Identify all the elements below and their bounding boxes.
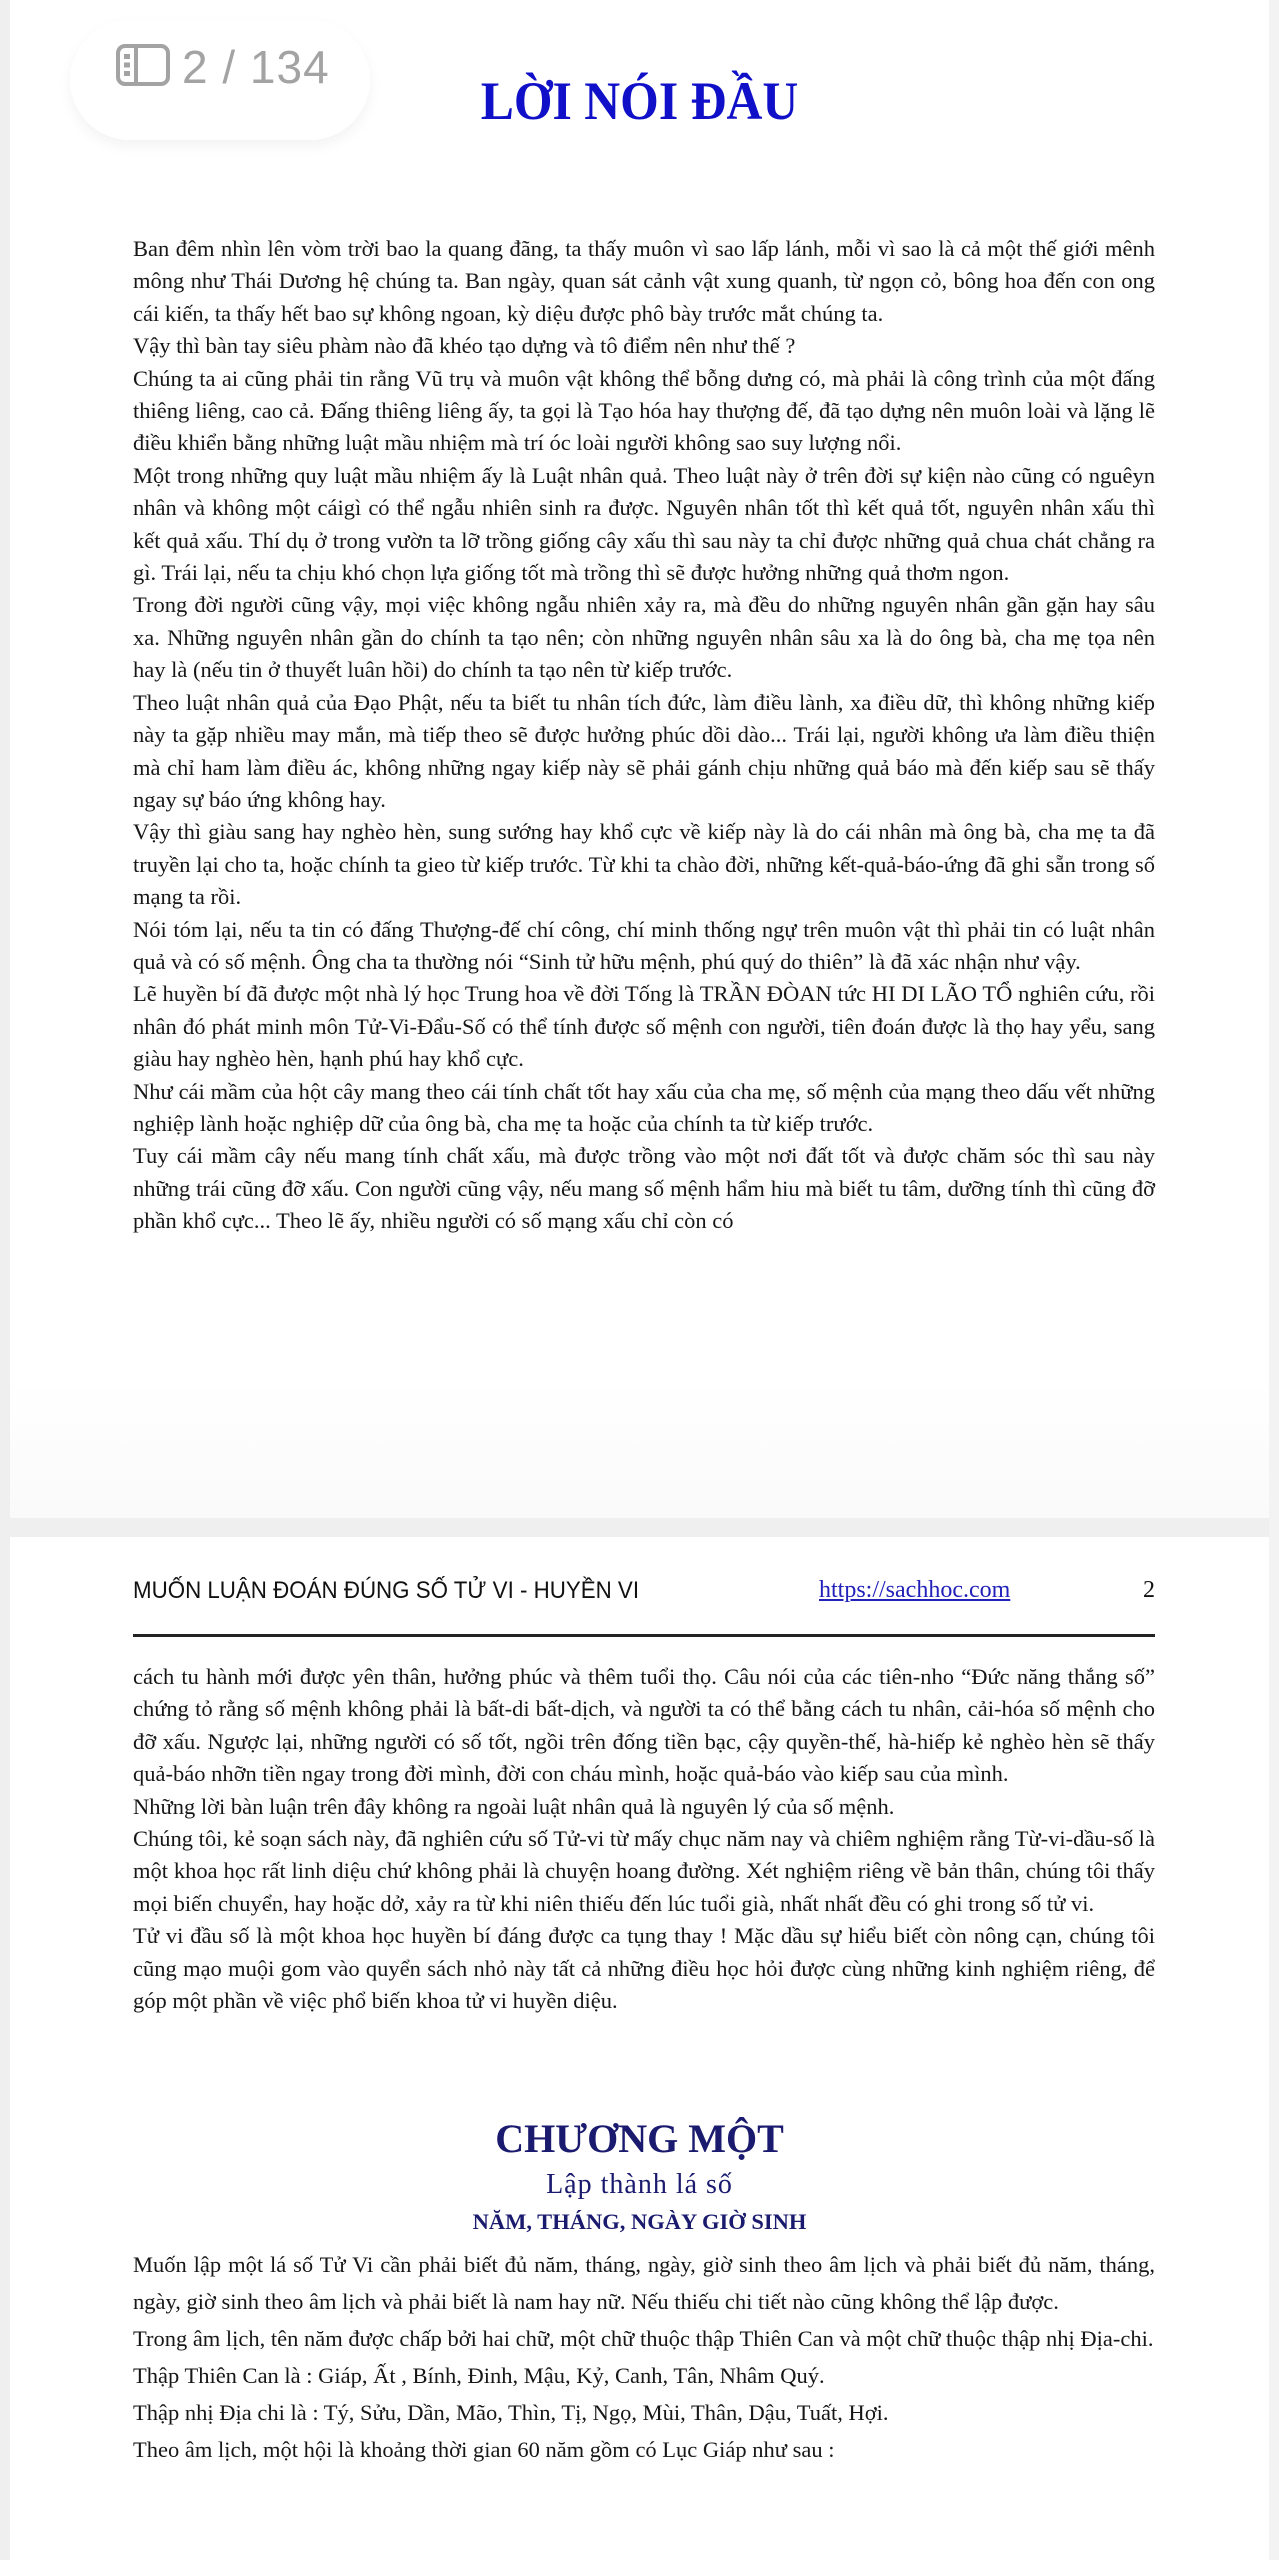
page-number: 2	[1143, 1577, 1155, 1603]
chapter-title: CHƯƠNG MỘT	[495, 2116, 784, 2161]
paragraph: cách tu hành mới được yên thân, hưởng phúc và thêm tuổi thọ. Câu nói của các tiên-nho “Đức năng thắng số” chứng tỏ rằng số mệnh không phải là bất-di bất-dịch, và người ta có thể bằng cách tu nhân, cải-hóa số mệnh cho đỡ xấu. Ngược lại, những người có số tốt, ngồi trên đống tiền bạc, cậy quyền-thế, hà-hiếp kẻ nghèo hèn sẽ thấy quả-báo nhỡn tiền ngay trong đời mình, đời con cháu mình, hoặc quả-báo vào kiếp sau của mình.	[133, 1664, 1155, 1787]
header-divider	[133, 1634, 1155, 1637]
running-header	[133, 1577, 1155, 1617]
page-counter-label: 2 / 134	[182, 41, 330, 93]
paragraph: Trong âm lịch, tên năm được chấp bởi hai chữ, một chữ thuộc thập Thiên Can và một chữ thuộc thập nhị Địa-chi.	[133, 2326, 1154, 2351]
paragraph: Tuy cái mầm cây nếu mang tính chất xấu, mà được trồng vào một nơi đất tốt và được chăm sóc thì sau này những trái cũng đỡ xấu. Con người cũng vậy, nếu mang số mệnh hẩm hiu mà biết tu tâm, dưỡng tính thì cũng đỡ phần khổ cực... Theo lẽ ấy, nhiều người có số mạng xấu chỉ còn có	[133, 1143, 1155, 1234]
paragraph: Vậy thì giàu sang hay nghèo hèn, sung sướng hay khổ cực về kiếp này là do cái nhân mà ông bà, cha mẹ ta đã truyền lại cho ta, hoặc chính ta gieo từ kiếp trước. Từ khi ta chào đời, những kết-quả-báo-ứng đã ghi sẵn trong số mạng ta rồi.	[133, 819, 1155, 910]
chapter-subtitle: Lập thành lá số	[546, 2169, 733, 2200]
pdf-page-1	[10, 0, 1269, 1518]
paragraph: Những lời bàn luận trên đây không ra ngoài luật nhân quả là nguyên lý của số mệnh.	[133, 1793, 895, 1819]
sidebar-panel-icon[interactable]	[116, 44, 170, 86]
paragraph: Trong đời người cũng vậy, mọi việc không ngẫu nhiên xảy ra, mà đều do những nguyên nhân gần gặn hay sâu xa. Những nguyên nhân gần do chính ta tạo nên; còn những nguyên nhân sâu xa là do ông bà, cha mẹ tọa nên hay là (nếu tin ở thuyết luân hồi) do chính ta tạo nên từ kiếp trước.	[133, 592, 1155, 683]
page2-body	[133, 1661, 1155, 2017]
page-counter[interactable]	[70, 20, 370, 140]
paragraph: Chúng tôi, kẻ soạn sách này, đã nghiên cứu số Tử-vi từ mấy chục năm nay và chiêm nghiệm rằng Từ-vi-dầu-số là một khoa học rất linh diệu chứ không phải là chuyện hoang đường. Xét nghiệm riêng về bản thân, chúng tôi thấy mọi biến chuyển, hay hoặc dở, xảy ra từ khi niên thiếu đến lúc tuổi già, nhất nhất đều có ghi trong số tử vi.	[133, 1826, 1155, 1916]
chapter-body	[133, 2246, 1155, 2468]
viewer-scroll-gutter	[1269, 0, 1279, 2560]
page-title: LỜI NÓI ĐẦU	[480, 71, 799, 131]
paragraph: Ban đêm nhìn lên vòm trời bao la quang đãng, ta thấy muôn vì sao lấp lánh, mỗi vì sao là cả một thế giới mênh mông như Thái Dương hệ chúng ta. Ban ngày, quan sát cảnh vật xung quanh, từ ngọn cỏ, bông hoa đến con ong cái kiến, ta thấy hết bao sự không ngoan, kỳ diệu được phô bày trước mắt chúng ta.	[133, 236, 1155, 326]
paragraph: Tử vi đầu số là một khoa học huyền bí đáng được ca tụng thay ! Mặc dầu sự hiểu biết còn nông cạn, chúng tôi cũng mạo muội gom vào quyển sách nhỏ này tất cả những điều học hỏi được cùng những kinh nghiệm riêng, để góp một phần về việc phổ biến khoa tử vi huyền diệu.	[133, 1923, 1155, 2014]
paragraph: Vậy thì bàn tay siêu phàm nào đã khéo tạo dựng và tô điểm nên như thế ?	[133, 333, 796, 359]
paragraph: Thập nhị Địa chi là : Tý, Sửu, Dần, Mão, Thìn, Tị, Ngọ, Mùi, Thân, Dậu, Tuất, Hợi.	[133, 2400, 889, 2425]
paragraph: Muốn lập một lá số Tử Vi cần phải biết đủ năm, tháng, ngày, giờ sinh theo âm lịch và phải biết đủ năm, tháng, ngày, giờ sinh theo âm lịch và phải biết là nam hay nữ. Nếu thiếu chi tiết nào cũng không thể lập được.	[133, 2252, 1155, 2314]
paragraph: Theo luật nhân quả của Đạo Phật, nếu ta biết tu nhân tích đức, làm điều lành, xa điều dữ, thì không những kiếp này ta gặp nhiều may mắn, mà tiếp theo sẽ được hưởng phúc dồi dào... Trái lại, người không ưa làm điều thiện mà chỉ ham làm điều ác, không những ngay kiếp này sẽ phải gánh chịu những quả báo mà đến kiếp sau sẽ thấy ngay sự báo ứng không hay.	[133, 689, 1155, 812]
book-title: MUỐN LUẬN ĐOÁN ĐÚNG SỐ TỬ VI - HUYỀN VI	[133, 1577, 640, 1604]
page1-body	[133, 233, 1155, 1238]
paragraph: Theo âm lịch, một hội là khoảng thời gian 60 năm gồm có Lục Giáp như sau :	[133, 2437, 835, 2462]
website-link[interactable]: https://sachhoc.com	[819, 1577, 1011, 1603]
pdf-page-2	[10, 1537, 1269, 2560]
paragraph: Thập Thiên Can là : Giáp, Ất , Bính, Đinh, Mậu, Kỷ, Canh, Tân, Nhâm Quý.	[133, 2363, 825, 2388]
paragraph: Nói tóm lại, nếu ta tin có đấng Thượng-đế chí công, chí minh thống ngự trên muôn vật thì phải tin có luật nhân quả và có số mệnh. Ông cha ta thường nói “Sinh tử hữu mệnh, phú quý do thiên” là đã xác nhận như vậy.	[133, 916, 1155, 974]
paragraph: Một trong những quy luật mầu nhiệm ấy là Luật nhân quả. Theo luật này ở trên đời sự kiện nào cũng có nguêyn nhân và không một cáigì có thể ngẫu nhiên sinh ra được. Nguyên nhân tốt thì kết quả tốt, nguyên nhân xấu thì kết quả xấu. Thí dụ ở trong vườn ta lỡ trồng giống cây xấu thì sau này ta chỉ được những quả chua chát chẳng ra gì. Trái lại, nếu ta chịu khó chọn lựa giống tốt mà trồng thì sẽ được hưởng những quả thơm ngon.	[133, 462, 1155, 586]
chapter-heading: NĂM, THÁNG, NGÀY GIỜ SINH	[472, 2209, 807, 2234]
paragraph: Lẽ huyền bí đã được một nhà lý học Trung hoa về đời Tống là TRẦN ĐÒAN tức HI DI LÃO TỔ nghiên cứu, rồi nhân đó phát minh môn Tử-Vi-Đẩu-Số có thể tính được số mệnh con người, tiên đoán được là thọ hay yểu, sang giàu hay nghèo hèn, hạnh phú hay khổ cực.	[133, 981, 1155, 1072]
paragraph: Chúng ta ai cũng phải tin rằng Vũ trụ và muôn vật không thể bỗng dưng có, mà phải là công trình của một đấng thiêng liêng, cao cả. Đấng thiêng liêng ấy, ta gọi là Tạo hóa hay thượng đế, đã tạo dựng nên muôn loài và lặng lẽ điều khiển bằng những luật mầu nhiệm mà trí óc loài người không sao suy lượng nổi.	[133, 365, 1155, 456]
paragraph: Như cái mầm của hột cây mang theo cái tính chất tốt hay xấu của cha mẹ, số mệnh của mạng theo dấu vết những nghiệp lành hoặc nghiệp dữ của ông bà, cha mẹ ta hoặc của chính ta từ kiếp trước.	[133, 1078, 1155, 1136]
